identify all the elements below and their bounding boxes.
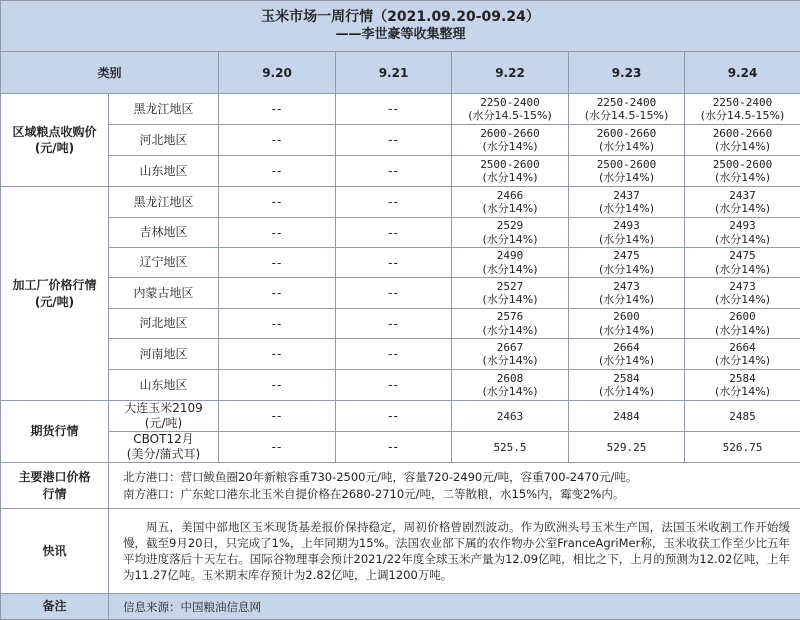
price-cell: 2475 (水分14%) bbox=[569, 248, 685, 278]
price-cell: 2529 (水分14%) bbox=[452, 218, 569, 248]
factory-row bbox=[1, 218, 800, 248]
region-label: 黑龙江地区 bbox=[109, 187, 219, 218]
region-label: 黑龙江地区 bbox=[109, 94, 219, 125]
title-row bbox=[1, 1, 800, 52]
price-cell: 2475 (水分14%) bbox=[685, 248, 800, 278]
region-label: 吉林地区 bbox=[109, 218, 219, 248]
price-cell: 2600-2660 (水分14%) bbox=[569, 125, 685, 156]
port-prices bbox=[109, 463, 800, 509]
futures-category-label: 期货行情 bbox=[1, 401, 109, 463]
futures-price: 526.75 bbox=[685, 432, 800, 463]
price-cell: 2473 (水分14%) bbox=[569, 278, 685, 309]
empty-cell: -- bbox=[219, 218, 336, 248]
futures-price: 2485 bbox=[685, 401, 800, 432]
empty-cell: -- bbox=[336, 156, 452, 187]
price-cell: 2493 (水分14%) bbox=[685, 218, 800, 248]
price-cell: 2250-2400 (水分14.5-15%) bbox=[685, 94, 800, 125]
factory-row bbox=[1, 370, 800, 401]
factory-row bbox=[1, 187, 800, 218]
price-cell: 2250-2400 (水分14.5-15%) bbox=[452, 94, 569, 125]
futures-price: 2484 bbox=[569, 401, 685, 432]
futures-row bbox=[1, 432, 800, 463]
price-cell: 2473 (水分14%) bbox=[685, 278, 800, 309]
news-row bbox=[1, 509, 800, 594]
price-cell: 2600-2660 (水分14%) bbox=[452, 125, 569, 156]
futures-contract-label: CBOT12月 (美分/蒲式耳) bbox=[109, 432, 219, 463]
price-cell: 2437 (水分14%) bbox=[569, 187, 685, 218]
empty-cell: -- bbox=[219, 187, 336, 218]
region-label: 内蒙古地区 bbox=[109, 278, 219, 309]
empty-cell: -- bbox=[219, 278, 336, 309]
price-cell: 2527 (水分14%) bbox=[452, 278, 569, 309]
price-cell: 2608 (水分14%) bbox=[452, 370, 569, 401]
empty-cell: -- bbox=[336, 401, 452, 432]
price-cell: 2500-2600 (水分14%) bbox=[452, 156, 569, 187]
report-title bbox=[1, 1, 800, 52]
factory-row bbox=[1, 339, 800, 370]
price-cell: 2250-2400 (水分14.5-15%) bbox=[569, 94, 685, 125]
empty-cell: -- bbox=[336, 218, 452, 248]
regional-row bbox=[1, 94, 800, 125]
price-cell: 2500-2600 (水分14%) bbox=[569, 156, 685, 187]
futures-contract-label: 大连玉米2109 (元/吨) bbox=[109, 401, 219, 432]
empty-cell: -- bbox=[219, 94, 336, 125]
header-date: 9.21 bbox=[336, 52, 452, 94]
empty-cell: -- bbox=[219, 432, 336, 463]
empty-cell: -- bbox=[336, 187, 452, 218]
title-main: 玉米市场一周行情（2021.09.20-09.24） bbox=[1, 9, 800, 27]
regional-row bbox=[1, 156, 800, 187]
region-label: 山东地区 bbox=[109, 370, 219, 401]
price-cell: 2576 (水分14%) bbox=[452, 309, 569, 339]
header-date: 9.24 bbox=[685, 52, 800, 94]
empty-cell: -- bbox=[219, 339, 336, 370]
price-cell: 2466 (水分14%) bbox=[452, 187, 569, 218]
price-cell: 2437 (水分14%) bbox=[685, 187, 800, 218]
futures-price: 525.5 bbox=[452, 432, 569, 463]
futures-price: 529.25 bbox=[569, 432, 685, 463]
factory-row bbox=[1, 248, 800, 278]
region-label: 辽宁地区 bbox=[109, 248, 219, 278]
regional-category-label: 区域粮点收购价 (元/吨) bbox=[1, 94, 109, 187]
empty-cell: -- bbox=[219, 156, 336, 187]
price-cell: 2584 (水分14%) bbox=[569, 370, 685, 401]
price-cell: 2667 (水分14%) bbox=[452, 339, 569, 370]
empty-cell: -- bbox=[336, 432, 452, 463]
price-cell: 2490 (水分14%) bbox=[452, 248, 569, 278]
empty-cell: -- bbox=[336, 248, 452, 278]
futures-price: 2463 bbox=[452, 401, 569, 432]
price-cell: 2664 (水分14%) bbox=[685, 339, 800, 370]
regional-row bbox=[1, 125, 800, 156]
news-text: 周五，美国中部地区玉米现货基差报价保持稳定，周初价格曾剧烈波动。作为欧洲头号玉米生产国，法国玉米收割工作开始缓慢，截至9月20日，只完成了1%，上年同期为15%。法国农业部下属的农作物办公室FranceAgriMer称，玉米收获工作至少比五年平均进度落后十天左右。国际谷物理事会预计2021/22年度全球玉米产量为12.09亿吨，相比之下，上月的预测为12.02亿吨，上年为11.27亿吨。玉米期末库存预计为2.82亿吨，上调1200万吨。 bbox=[109, 509, 800, 594]
empty-cell: -- bbox=[219, 248, 336, 278]
empty-cell: -- bbox=[219, 309, 336, 339]
empty-cell: -- bbox=[219, 125, 336, 156]
empty-cell: -- bbox=[336, 339, 452, 370]
port-row bbox=[1, 463, 800, 509]
south-port-text: 南方港口：广东蛇口港东北玉米自提价格在2680-2710元/吨，二等散粮，水15%内，霉变2%内。 bbox=[123, 486, 792, 503]
factory-row bbox=[1, 278, 800, 309]
futures-row bbox=[1, 401, 800, 432]
empty-cell: -- bbox=[219, 370, 336, 401]
header-category: 类别 bbox=[1, 52, 219, 94]
empty-cell: -- bbox=[336, 370, 452, 401]
price-cell: 2600 (水分14%) bbox=[569, 309, 685, 339]
title-compiler: ——李世豪等收集整理 bbox=[1, 27, 800, 43]
factory-category-label: 加工厂价格行情 (元/吨) bbox=[1, 187, 109, 401]
price-cell: 2600-2660 (水分14%) bbox=[685, 125, 800, 156]
region-label: 河南地区 bbox=[109, 339, 219, 370]
remark-text: 信息来源：中国粮油信息网 bbox=[109, 594, 800, 620]
region-label: 河北地区 bbox=[109, 125, 219, 156]
header-row bbox=[1, 52, 800, 94]
news-category-label: 快讯 bbox=[1, 509, 109, 594]
remark-row bbox=[1, 594, 800, 620]
region-label: 山东地区 bbox=[109, 156, 219, 187]
north-port-text: 北方港口：营口鲅鱼圈20年新粮容重730-2500元/吨，容量720-2490元/吨，容重700-2470元/吨。 bbox=[123, 469, 792, 486]
empty-cell: -- bbox=[336, 278, 452, 309]
empty-cell: -- bbox=[336, 309, 452, 339]
port-category-label: 主要港口价格 行情 bbox=[1, 463, 109, 509]
price-cell: 2600 (水分14%) bbox=[685, 309, 800, 339]
header-date: 9.20 bbox=[219, 52, 336, 94]
empty-cell: -- bbox=[336, 125, 452, 156]
factory-row bbox=[1, 309, 800, 339]
header-date: 9.23 bbox=[569, 52, 685, 94]
empty-cell: -- bbox=[219, 401, 336, 432]
price-cell: 2500-2600 (水分14%) bbox=[685, 156, 800, 187]
empty-cell: -- bbox=[336, 94, 452, 125]
remark-category-label: 备注 bbox=[1, 594, 109, 620]
header-date: 9.22 bbox=[452, 52, 569, 94]
price-cell: 2664 (水分14%) bbox=[569, 339, 685, 370]
region-label: 河北地区 bbox=[109, 309, 219, 339]
price-cell: 2493 (水分14%) bbox=[569, 218, 685, 248]
price-cell: 2584 (水分14%) bbox=[685, 370, 800, 401]
